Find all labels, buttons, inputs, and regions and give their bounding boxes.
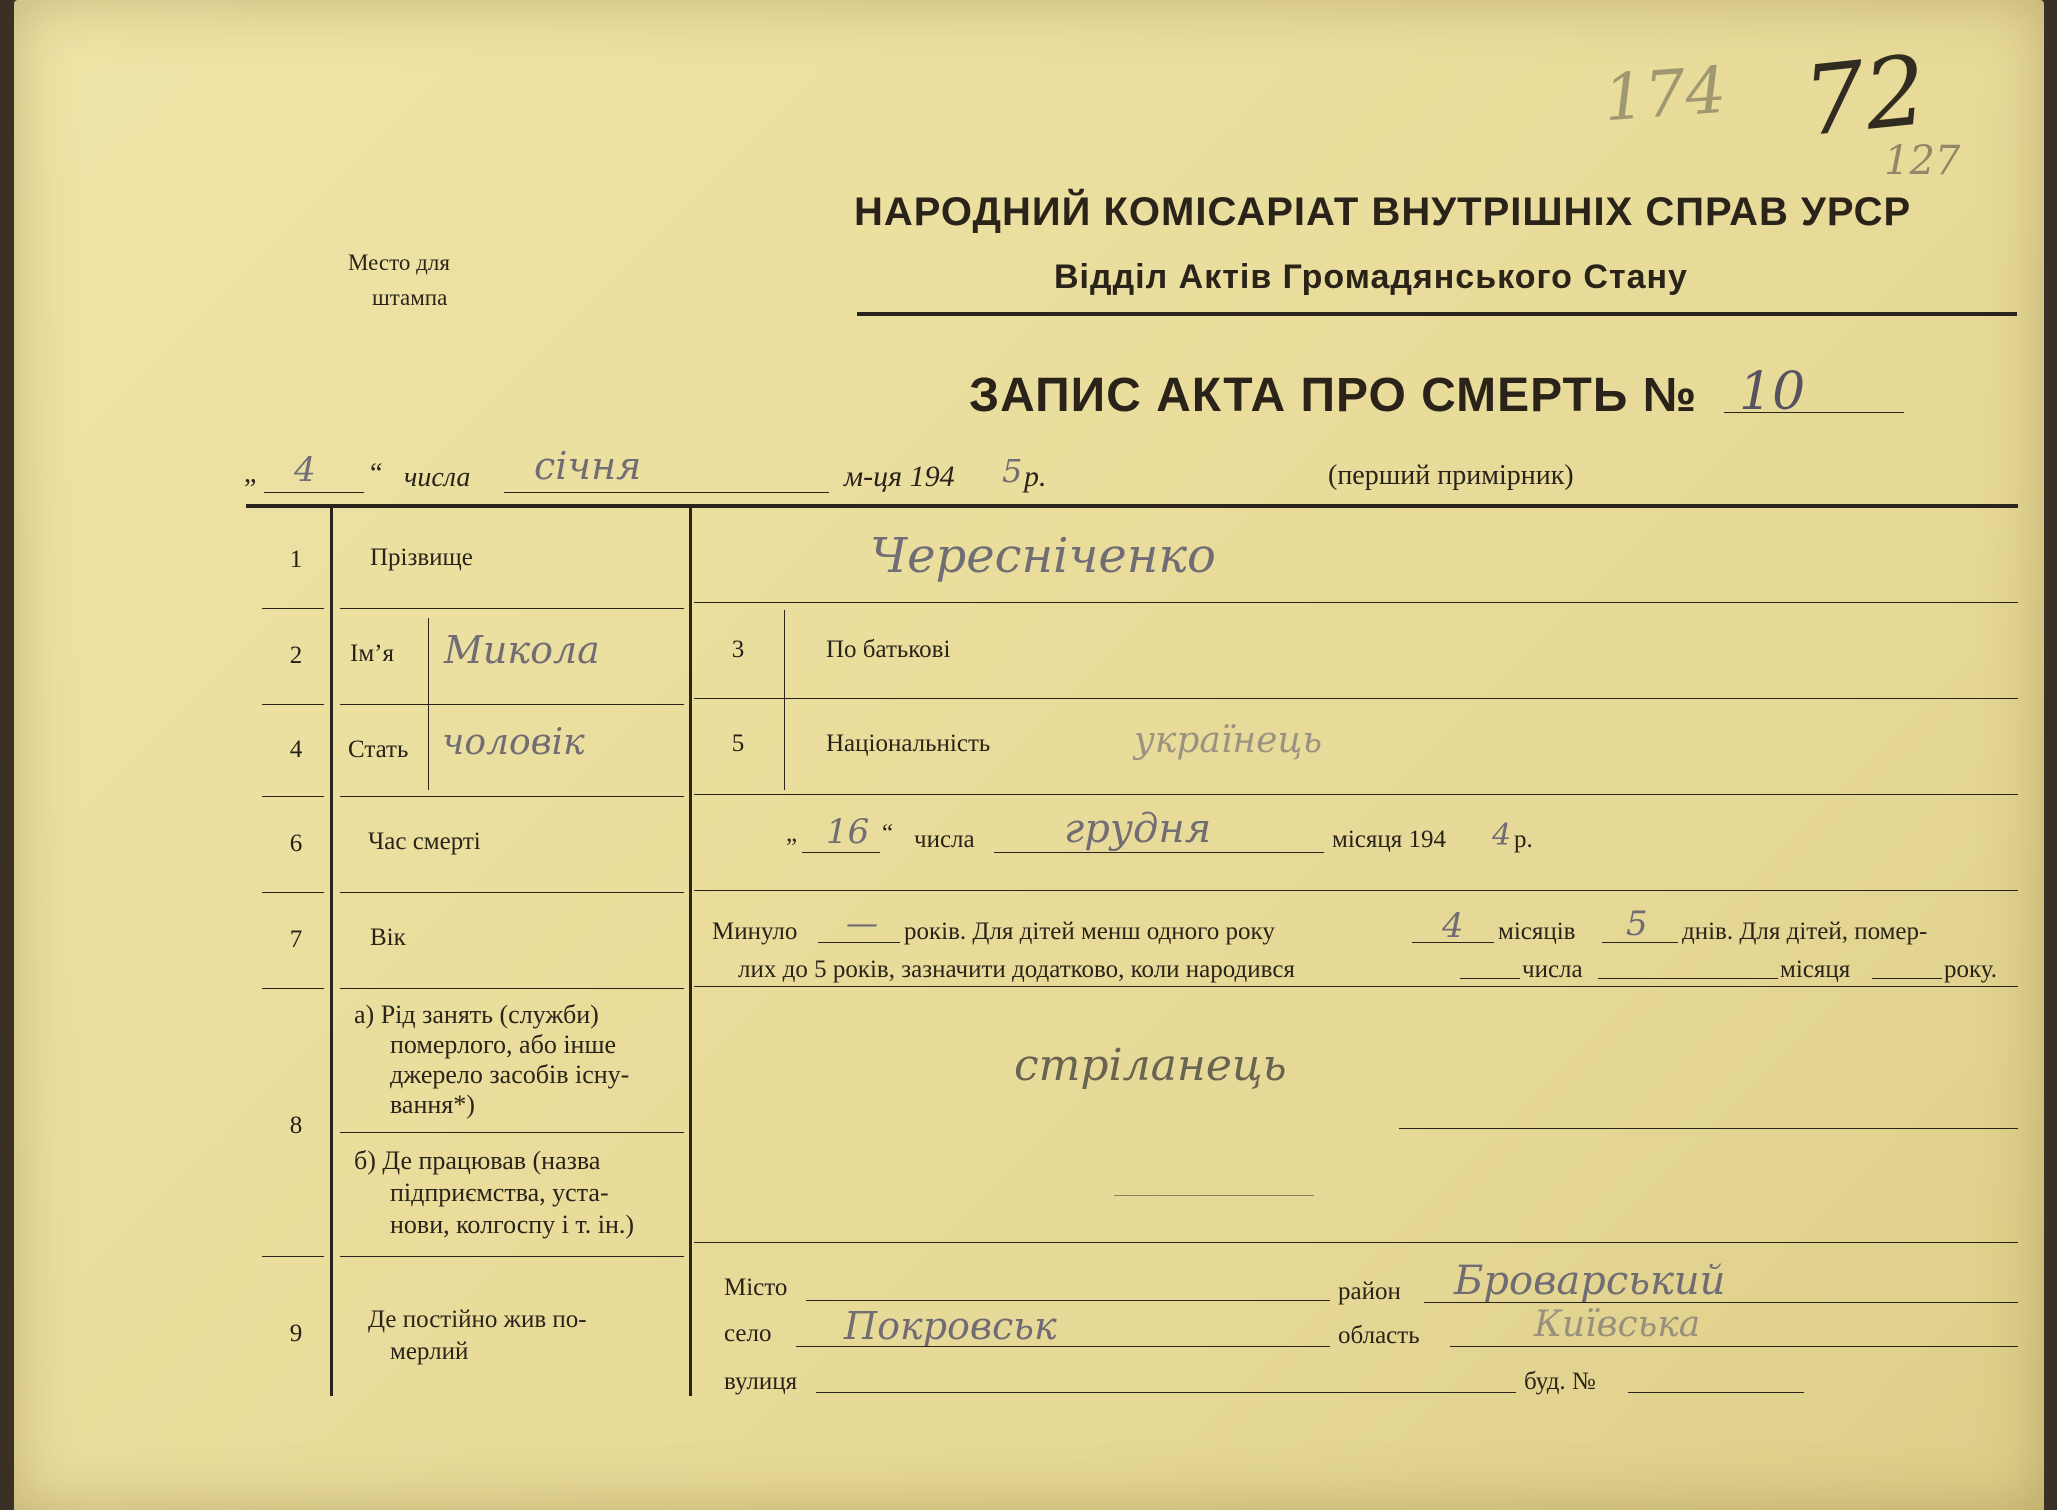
workplace-label-2: підприємства, уста- [390, 1178, 609, 1207]
archive-mark-main: 72 [1798, 33, 1932, 159]
occupation-label-1: а) Рід занять (служби) [354, 1000, 599, 1029]
row-2-number: 2 [289, 642, 303, 669]
row-8-number: 8 [289, 1112, 303, 1139]
row-6-number: 6 [289, 830, 303, 857]
row-3-label: По батькові [826, 636, 951, 663]
row-3-number: 3 [731, 636, 745, 663]
workplace-label-3: нови, колгоспу і т. ін.) [390, 1210, 635, 1239]
row-4-number: 4 [289, 736, 303, 763]
record-number: 10 [1739, 362, 1806, 422]
date-month: січня [534, 444, 642, 488]
date-day: 4 [294, 450, 316, 490]
row-7-label: Вік [370, 924, 406, 951]
occupation-label-3: джерело засобів існу- [390, 1060, 630, 1089]
date-month-label: м-ця 194 [844, 460, 955, 493]
street-label: вулиця [724, 1368, 798, 1395]
district-value: Броварський [1454, 1258, 1726, 1304]
nationality-value: українець [1134, 720, 1323, 761]
first-name-value: Микола [444, 628, 600, 672]
residence-label-1: Де постійно жив по- [368, 1306, 587, 1333]
building-label: буд. № [1524, 1368, 1596, 1395]
age-line2-a: лих до 5 років, зазначити додатково, коли народився [738, 956, 1295, 983]
workplace-label-1: б) Де працював (назва [354, 1146, 601, 1175]
row-9-number: 9 [289, 1320, 303, 1347]
village-value: Покровськ [844, 1304, 1057, 1348]
sex-value: чоловік [442, 722, 585, 763]
age-months: 4 [1442, 906, 1464, 946]
date-year-digit: 5 [1002, 452, 1023, 490]
death-year-digit: 4 [1492, 818, 1512, 853]
death-record-card [14, 0, 2044, 1510]
residence-label-2: мерлий [390, 1338, 469, 1365]
death-day-label: числа [914, 826, 975, 853]
age-years: — [846, 904, 878, 942]
copy-note: (перший примірник) [1328, 460, 1574, 491]
death-day: 16 [826, 812, 870, 852]
header-rule [857, 312, 2017, 316]
record-number-line [1724, 412, 1904, 413]
age-line2-c: місяця [1780, 956, 1851, 983]
age-line1-d: днів. Для дітей, помер- [1682, 918, 1928, 945]
row-6-label: Час смерті [368, 828, 481, 855]
row-7-number: 7 [289, 926, 303, 953]
table-col1-rule [330, 506, 333, 1396]
age-line1-b: років. Для дітей менш одного року [904, 918, 1275, 945]
age-line1-c: місяців [1498, 918, 1576, 945]
row-4-label: Стать [348, 736, 409, 763]
death-month: грудня [1064, 806, 1212, 852]
age-days: 5 [1626, 904, 1648, 944]
occupation-label-2: померлого, або інше [390, 1030, 617, 1059]
stamp-place-line2: штампа [372, 285, 448, 310]
village-label: село [724, 1320, 772, 1347]
table-top-rule [246, 504, 2018, 508]
row-1-label: Прізвище [370, 544, 473, 571]
date-day-label: числа [404, 462, 471, 493]
age-line1-a: Минуло [712, 918, 798, 945]
date-open-quote: „ [244, 458, 257, 489]
stamp-place-line1: Место для [348, 250, 450, 275]
death-quote-open: „ [786, 820, 798, 847]
table-col2-rule [689, 506, 692, 1396]
occupation-label-4: вання*) [390, 1090, 475, 1119]
row-5-label: Національність [826, 730, 991, 757]
occupation-value: стріланець [1014, 1040, 1287, 1091]
archive-mark-small: 127 [1884, 138, 1961, 184]
death-month-label: місяця 194 [1332, 826, 1446, 853]
region-value: Київська [1534, 1304, 1701, 1345]
archive-mark-old: 174 [1601, 53, 1729, 137]
date-close-quote: “ [370, 458, 383, 489]
region-label: область [1338, 1322, 1420, 1349]
dept-title: Відділ Актів Громадянського Стану [1054, 258, 1688, 296]
row-1-number: 1 [289, 546, 303, 573]
date-year-suffix: р. [1024, 460, 1047, 493]
age-line2-b: числа [1522, 956, 1583, 983]
death-quote-close: “ [882, 820, 894, 847]
org-title: НАРОДНИЙ КОМІСАРІАТ ВНУТРІШНІХ СПРАВ УРСР [854, 190, 1912, 234]
row-2-label: Ім’я [350, 640, 394, 667]
death-year-suffix: р. [1514, 826, 1533, 853]
city-label: Місто [724, 1274, 788, 1301]
age-line2-d: року. [1944, 956, 1998, 983]
surname-value: Чересніченко [870, 528, 1216, 584]
district-label: район [1338, 1278, 1401, 1305]
record-title: ЗАПИС АКТА ПРО СМЕРТЬ № [969, 369, 1698, 422]
row-5-number: 5 [731, 730, 745, 757]
